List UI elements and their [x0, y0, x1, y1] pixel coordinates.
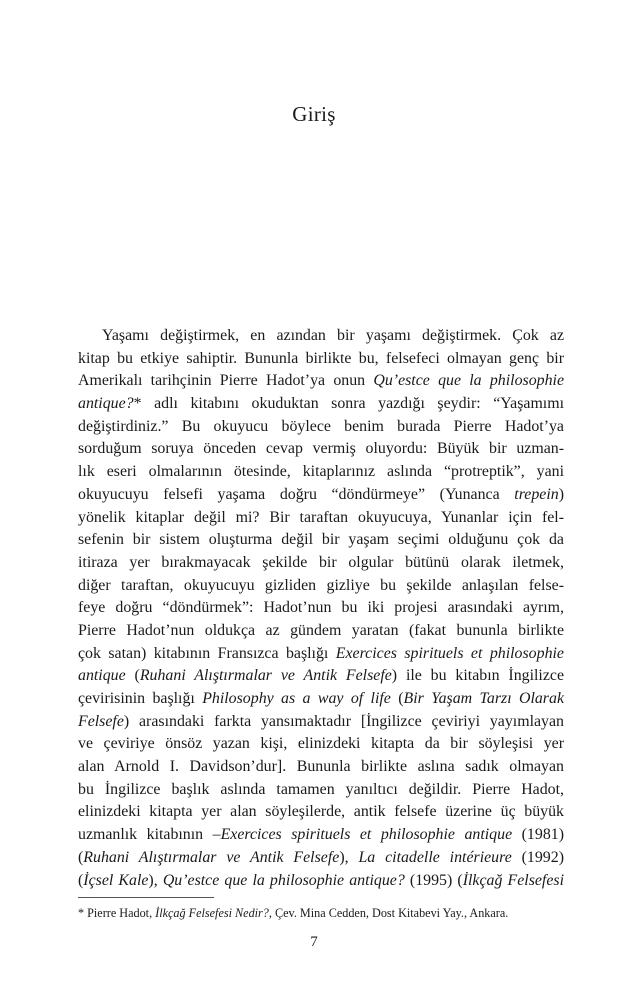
text-line: çok satan) kitabının Fransızca başlığı Exercices spirituels et philosophie	[78, 644, 564, 662]
text-line: uzmanlık kitabının –Exercices spirituels et philosophie antique (1981)	[78, 826, 564, 844]
text-line: Pierre Hadot’nun oldukça az gündem yaratan (fakat bununla birlikte	[78, 621, 564, 639]
text-line: itiraza yer bırakmayacak şekilde bir olgular bütünü olarak iletmek,	[78, 553, 564, 571]
text-line: okuyucuyu felsefi yaşama doğru “döndürmeye” (Yunanca trepein)	[78, 485, 564, 503]
text-line: (İçsel Kale), Qu’estce que la philosophie antique? (1995) (İlkçağ Felsefesi	[78, 871, 564, 889]
page-number: 7	[310, 934, 318, 950]
text-line: alan Arnold I. Davidson’dur]. Bununla birlikte aslına sadık olmayan	[78, 758, 564, 776]
text-line: çevirisinin başlığı Philosophy as a way of life (Bir Yaşam Tarzı Olarak	[78, 690, 564, 707]
text-line: bu İngilizce başlık aslında tamamen yanıltıcı değildir. Pierre Hadot,	[78, 780, 564, 798]
text-line: antique?* adlı kitabını okuduktan sonra yazdığı şeydir: “Yaşamımı	[78, 395, 564, 413]
text-line: sefenin bir sistem oluşturma değil bir yaşam seçimi olduğunu çok da	[78, 531, 564, 549]
text-line: sorduğum soruya önceden cevap vermiş oluyordu: Büyük bir uzman-	[78, 440, 564, 458]
text-line: feye doğru “döndürmek”: Hadot’nun bu iki projesi arasındaki ayrım,	[78, 599, 564, 617]
text-line: diğer taraftan, okuyucuyu gizliden gizliye bu şekilde anlaşılan felse-	[78, 576, 564, 594]
text-line: elinizdeki kitapta yer alan söyleşilerde, antik felsefe üzerine üç büyük	[78, 803, 564, 821]
text-line: lık eseri olmalarının ötesinde, kitaplarınız aslında “protreptik”, yani	[78, 463, 564, 481]
text-line: değiştirdiniz.” Bu okuyucu böylece benim burada Pierre Hadot’ya	[78, 417, 564, 435]
text-line: kitap bu etkiye sahiptir. Bununla birlikte bu, felsefeci olmayan genç bir	[78, 349, 564, 367]
footnote: * Pierre Hadot, İlkçağ Felsefesi Nedir?, Çev. Mina Cedden, Dost Kitabevi Yay., Ankara.	[78, 906, 509, 920]
text-line: Felsefe) arasındaki farkta yansımaktadır [İngilizce çeviriyi yayımlayan	[78, 712, 564, 730]
text-line: ve çeviriye önsöz yazan kişi, elinizdeki kitapta da bir söyleşisi yer	[78, 735, 564, 753]
text-line: (Ruhani Alıştırmalar ve Antik Felsefe), La citadelle intérieure (1992)	[78, 848, 564, 866]
text-line: Yaşamı değiştirmek, en azından bir yaşamı değiştirmek. Çok az	[102, 327, 564, 344]
text-line: Amerikalı tarihçinin Pierre Hadot’ya onun Qu’estce que la philosophie	[78, 372, 564, 390]
chapter-title: Giriş	[292, 102, 336, 126]
text-line: antique (Ruhani Alıştırmalar ve Antik Felsefe) ile bu kitabın İngilizce	[78, 667, 564, 685]
footnote-rule	[78, 897, 214, 898]
body-text	[78, 325, 564, 892]
text-line: yönelik kitaplar değil mi? Bir taraftan okuyucuya, Yunanlar için fel-	[78, 508, 564, 526]
